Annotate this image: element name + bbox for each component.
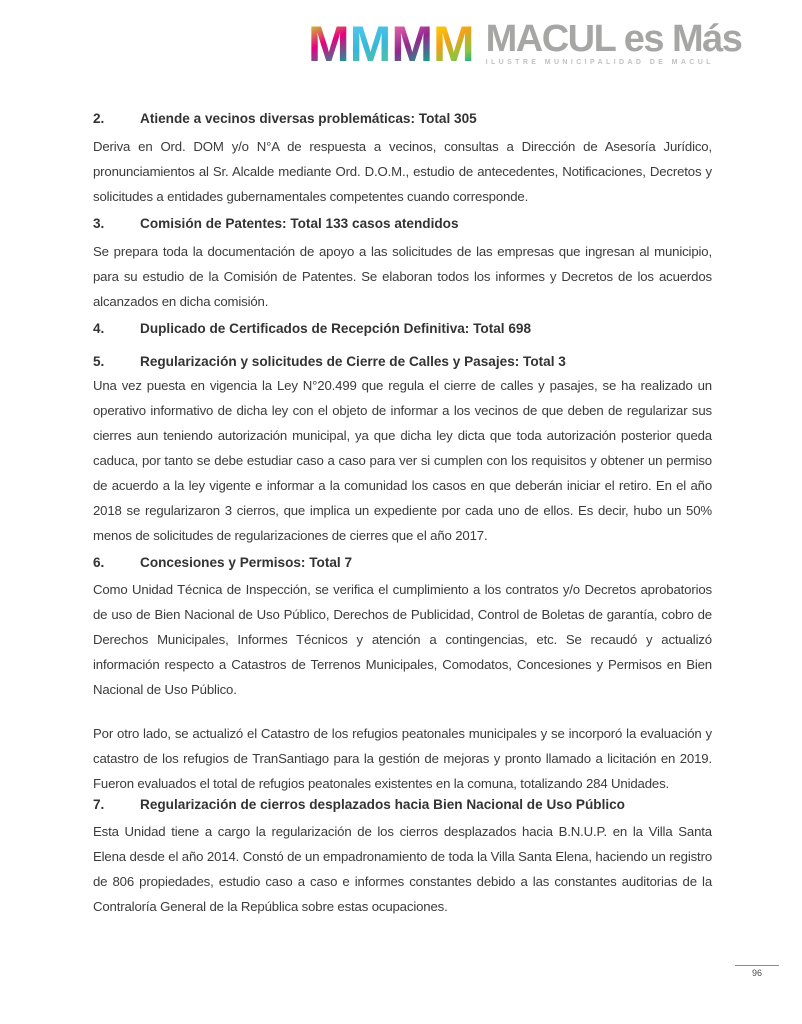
section-4-heading [93,320,712,338]
section-3-paragraph: Se prepara toda la documentación de apoyo a las solicitudes de las empresas que ingresan al municipio, para su estudio de la Comisión de Patentes. Se elaboran todos los informes y Decretos de los acuerdos alcanzados en dicha comisión. [93,244,712,309]
section-2-paragraph: Deriva en Ord. DOM y/o N°A de respuesta a vecinos, consultas a Dirección de Asesoría Jurídico, pronunciamientos al Sr. Alcalde mediante Ord. D.O.M., estudio de antecedentes, Notificaciones, Decretos y solicitudes a entidades gubernamentales competentes cuando corresponde. [93,139,712,204]
section-5-paragraph: Una vez puesta en vigencia la Ley N°20.499 que regula el cierre de calles y pasajes, se ha realizado un operativo informativo de dicha ley con el objeto de informar a los vecinos de que deben de regularizar sus cierres aun teniendo autorización municipal, ya que dicha ley dicta que toda autorización posterior queda caduca, por tanto se debe estudiar caso a caso para ver si cumplen con los requisitos y obtener un permiso de acuerdo a la ley vigente e informar a la comunidad los casos en que deberán iniciar el retiro. En el año 2018 se regularizaron 3 cierros, que implica un expediente por cada uno de ellos. Es decir, hubo un 50% menos de solicitudes de regularizaciones de cierres que el año 2017. [93,378,712,543]
logo-m4-letter: M [432,16,473,72]
section-2-title: Atiende a vecinos diversas problemáticas: Total 305 [140,111,477,126]
section-4-number: 4. [93,321,105,336]
section-6-paragraph-2: Por otro lado, se actualizó el Catastro de los refugios peatonales municipales y se incorporó la evaluación y catastro de los refugios de TranSantiago para la gestión de mejoras y pronto llamado a licitación en 2019. Fueron evaluados el total de refugios peatonales existentes en la comuna, totalizando 284 Unidades. [93,726,712,791]
logo-subtitle: ILUSTRE MUNICIPALIDAD DE MACUL [485,59,714,66]
section-2-number: 2. [93,111,105,126]
logo-m2-letter: M [349,16,390,72]
section-4-title: Duplicado de Certificados de Recepción Definitiva: Total 698 [140,321,532,336]
page-number: 96 [751,968,762,978]
footer-divider [735,965,779,966]
section-6-number: 6. [93,555,105,570]
section-7-number: 7. [93,797,105,812]
logo-title: MACUL es Más [485,18,742,60]
logo-m1-letter: M [308,16,348,72]
logo-m3-letter: M [391,16,431,72]
document-content [93,0,712,925]
section-2-heading [93,110,712,128]
section-6-heading [93,554,712,572]
section-3-number: 3. [93,216,105,231]
section-5-title: Regularización y solicitudes de Cierre de Calles y Pasajes: Total 3 [140,354,566,369]
section-7-paragraph: Esta Unidad tiene a cargo la regularización de los cierros desplazados hacia B.N.U.P. en la Villa Santa Elena desde el año 2014. Constó de un empadronamiento de toda la Villa Santa Elena, haciendo un registro de 806 propiedades, estudio caso a caso e informes constantes debido a las constantes auditorias de la Contraloría General de la República sobre estas ocupaciones. [93,824,712,914]
section-5-number: 5. [93,354,105,369]
section-7-heading [93,796,712,814]
section-6-title: Concesiones y Permisos: Total 7 [140,555,353,570]
section-3-heading [93,215,712,233]
section-3-title: Comisión de Patentes: Total 133 casos atendidos [140,216,459,231]
section-6-paragraph-1: Como Unidad Técnica de Inspección, se verifica el cumplimiento a los contratos y/o Decretos aprobatorios de uso de Bien Nacional de Uso Público, Derechos de Publicidad, Control de Boletas de garantía, cobro de Derechos Municipales, Informes Técnicos y atención a contingencias, etc. Se recaudó y actualizó información respecto a Catastros de Terrenos Municipales, Comodatos, Concesiones y Permisos en Bien Nacional de Uso Público. [93,582,712,697]
section-5-heading [93,353,712,371]
section-7-title: Regularización de cierros desplazados hacia Bien Nacional de Uso Público [140,797,625,812]
